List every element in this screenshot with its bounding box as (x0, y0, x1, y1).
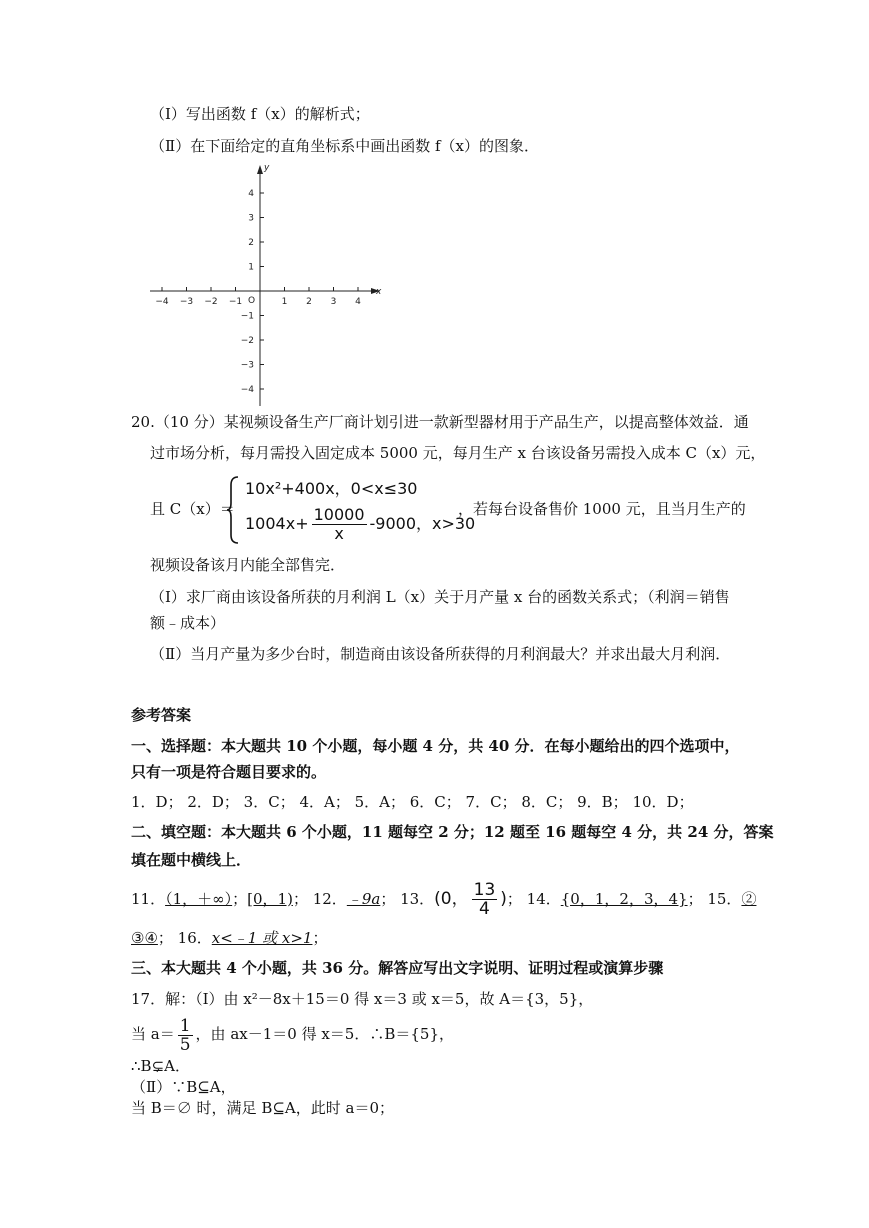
answers-heading: 参考答案 (131, 706, 192, 724)
piecewise-brace (226, 475, 240, 545)
q19-part2: （Ⅱ）在下面给定的直角坐标系中画出函数 f（x）的图象． (150, 137, 539, 155)
y-tick-label: 1 (248, 262, 254, 273)
a13-prefix: ； 13． (380, 890, 435, 908)
q20-case2-a: 1004x+ (245, 514, 309, 533)
y-axis-arrow (257, 165, 263, 174)
q20-line4: 视频设备该月内能全部售完． (150, 556, 346, 574)
q20-line1: 20.（10 分）某视频设备生产厂商计划引进一款新型器材用于产品生产，以提高整体效益．通 (131, 413, 749, 431)
q20-case2 (245, 504, 475, 544)
origin-label: O (248, 296, 256, 306)
a15-answer-2: ③④ (131, 929, 158, 947)
a15-answer-1: ② (741, 890, 757, 908)
a16-answer: x<﹣1 或 x>1 (211, 929, 313, 947)
x-tick-label: 1 (281, 297, 288, 307)
solution-17-line5: 当 B＝∅ 时，满足 B⊆A，此时 a＝0； (131, 1099, 395, 1117)
y-tick-label: −4 (240, 385, 254, 395)
a16-suffix: ； (312, 929, 328, 947)
a13-denominator: 4 (479, 898, 490, 919)
choice-answers: 1．D； 2．D； 3．C； 4．A； 5．A； 6．C； 7．C； 8．C； 9．B； 10．D； (131, 793, 694, 811)
solution-17-line4: （Ⅱ）∵B⊆A， (131, 1078, 236, 1096)
x-axis-label: x (376, 287, 382, 297)
sec2-heading-line2: 填在题中横线上． (131, 851, 252, 869)
a13-numerator: 13 (473, 879, 496, 900)
x-tick-label: 2 (306, 297, 312, 307)
x-tick-label: −4 (155, 297, 169, 307)
s17-denominator: 5 (179, 1034, 191, 1055)
solution-17-line3: ∴B⊊A． (131, 1057, 190, 1075)
q20-case1: 10x²+400x，0<x≤30 (245, 479, 418, 498)
y-tick-label: 3 (248, 213, 254, 224)
x-tick-label: −1 (228, 297, 243, 307)
q20-case2-denominator: x (334, 524, 344, 543)
q20-case2-fraction (312, 506, 367, 543)
q20-part1b: 额﹣成本） (150, 614, 226, 632)
a12-prefix: ； 12． (292, 890, 347, 908)
a11-answer-2: [0，1) (247, 890, 293, 908)
x-tick-label: −3 (179, 297, 194, 307)
q20-after: ，若每台设备售价 1000 元，且当月生产的 (458, 500, 746, 518)
q20-part1a: （Ⅰ）求厂商由该设备所获的月利润 L（x）关于月产量 x 台的函数关系式；（利润＝销售 (150, 588, 730, 606)
fill-answers-line2 (131, 928, 327, 948)
q20-lhs: 且 C（x）＝ (150, 500, 235, 518)
a12-answer: ﹣9a (346, 890, 381, 908)
fill-answers-line1: 11．（1，＋∞）；[0，1)； 12．﹣9a； 13．(0， $\frac{13}{4}$ )； 14．{0，1，2，3，4}； 15．② (131, 879, 757, 919)
s17-fraction (178, 1017, 193, 1054)
a14-answer: {0，1，2，3，4} (560, 890, 688, 908)
y-axis-label: y (264, 163, 270, 173)
a11-answer-1: （1，＋∞） (165, 890, 233, 908)
x-tick-label: −2 (204, 297, 218, 307)
y-tick-label: −1 (240, 311, 254, 322)
q20-case2-numerator: 10000 (313, 505, 365, 524)
a13-close: ) (500, 889, 507, 909)
sec2-heading-line1: 二、填空题：本大题共 6 个小题，11 题每空 2 分；12 题至 16 题每空 4 分，共 24 分，答案 (131, 823, 774, 841)
q20-line2: 过市场分析，每月需投入固定成本 5000 元，每月生产 x 台该设备另需投入成本 C（x）元， (150, 444, 766, 462)
sec3-heading: 三、本大题共 4 个小题，共 36 分。解答应写出文字说明、证明过程或演算步骤 (131, 959, 664, 977)
coordinate-axes (140, 160, 390, 410)
s17-line2-b: ，由 ax－1＝0 得 x＝5．∴B＝{5}， (195, 1025, 454, 1043)
y-tick-label: −3 (240, 360, 254, 371)
a13-open: (0， (434, 889, 469, 909)
x-tick-label: 3 (330, 297, 337, 307)
sec1-heading-line1: 一、选择题：本大题共 10 个小题，每小题 4 分，共 40 分．在每小题给出的四个选项中， (131, 737, 740, 755)
y-tick-label: 4 (248, 189, 254, 199)
s17-line2-a: 当 a＝ (131, 1025, 175, 1043)
a16-prefix: ； 16． (157, 929, 212, 947)
y-tick-label: −2 (240, 336, 254, 346)
a13-answer (434, 879, 507, 919)
y-tick-label: 2 (248, 238, 254, 248)
solution-17-line1: 17．解：（Ⅰ）由 x²－8x＋15＝0 得 x＝3 或 x＝5，故 A＝{3，5}， (131, 990, 594, 1008)
a14-prefix: ； 14． (506, 890, 561, 908)
solution-17-line2 (131, 1012, 454, 1056)
q20-part2: （Ⅱ）当月产量为多少台时，制造商由该设备所获得的月利润最大？并求出最大月利润． (150, 645, 731, 663)
q19-part1: （Ⅰ）写出函数 f（x）的解析式； (150, 105, 370, 123)
a11-prefix: 11． (131, 890, 166, 908)
sec1-heading-line2: 只有一项是符合题目要求的。 (131, 763, 327, 781)
s17-numerator: 1 (179, 1015, 191, 1036)
q20-case2-b: -9000，x>30 (369, 514, 476, 533)
a15-prefix: ； 15． (687, 890, 742, 908)
x-tick-label: 4 (355, 297, 361, 307)
a13-fraction (472, 881, 498, 918)
